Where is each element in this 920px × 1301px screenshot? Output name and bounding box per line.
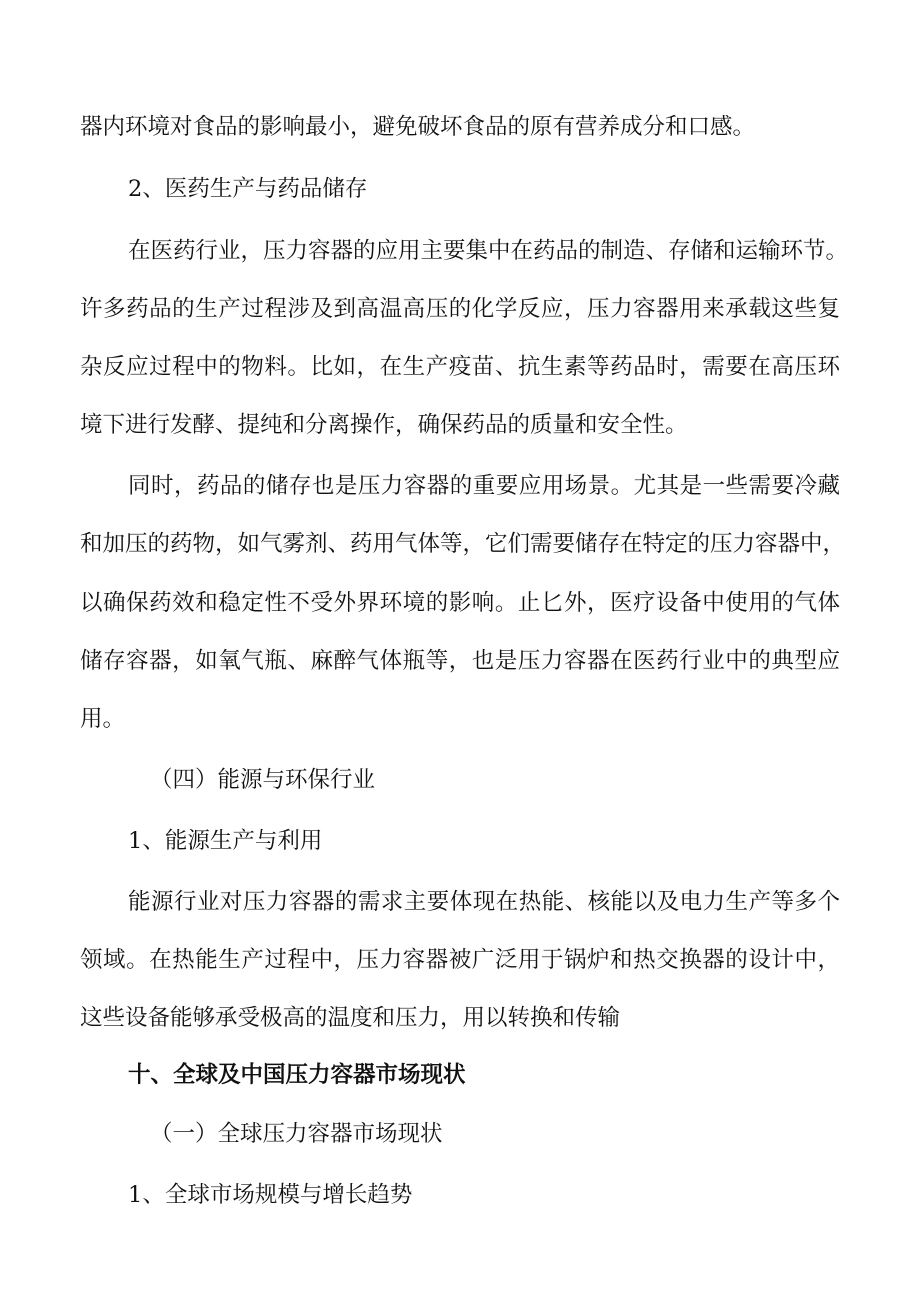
paragraph-line: 同时，药品的储存也是压力容器的重要应用场景。尤其是一些需要冷藏: [128, 473, 840, 499]
paragraph-line-last: 用。: [80, 706, 126, 732]
chapter-heading: 十、全球及中国压力容器市场现状: [128, 1062, 466, 1088]
paragraph-line: 在医药行业，压力容器的应用主要集中在药品的制造、存储和运输环节。: [128, 238, 849, 264]
paragraph-line: 以确保药效和稳定性不受外界环境的影响。止匕外，医疗设备中使用的气体: [80, 590, 840, 616]
subheading-energy-production: 1、能源生产与利用: [128, 828, 323, 854]
paragraph-line: 储存容器，如氧气瓶、麻醉气体瓶等，也是压力容器在医药行业中的典型应: [80, 648, 840, 674]
paragraph-line: 和加压的药物，如气雾剂、药用气体等，它们需要储存在特定的压力容器中，: [80, 531, 846, 557]
section-heading-energy: （四）能源与环保行业: [150, 767, 376, 793]
paragraph-line-last: 这些设备能够承受极高的温度和压力，用以转换和传输: [80, 1005, 621, 1031]
subheading-pharma: 2、医药生产与药品储存: [128, 176, 368, 202]
paragraph-line-continuation: 器内环境对食品的影响最小，避免破坏食品的原有营养成分和口感。: [80, 114, 756, 140]
paragraph-line: 许多药品的生产过程涉及到高温高压的化学反应，压力容器用来承载这些复: [80, 296, 840, 322]
paragraph-line: 领域。在热能生产过程中，压力容器被广泛用于锅炉和热交换器的设计中，: [80, 947, 840, 973]
paragraph-line: 杂反应过程中的物料。比如，在生产疫苗、抗生素等药品时，需要在高压环: [80, 354, 840, 380]
section-heading-global: （一）全球压力容器市场现状: [150, 1121, 443, 1147]
paragraph-line: 能源行业对压力容器的需求主要体现在热能、核能以及电力生产等多个: [128, 889, 840, 915]
paragraph-line-last: 境下进行发酵、提纯和分离操作，确保药品的质量和安全性。: [80, 412, 688, 438]
subheading-global-market: 1、全球市场规模与增长趋势: [128, 1182, 413, 1208]
